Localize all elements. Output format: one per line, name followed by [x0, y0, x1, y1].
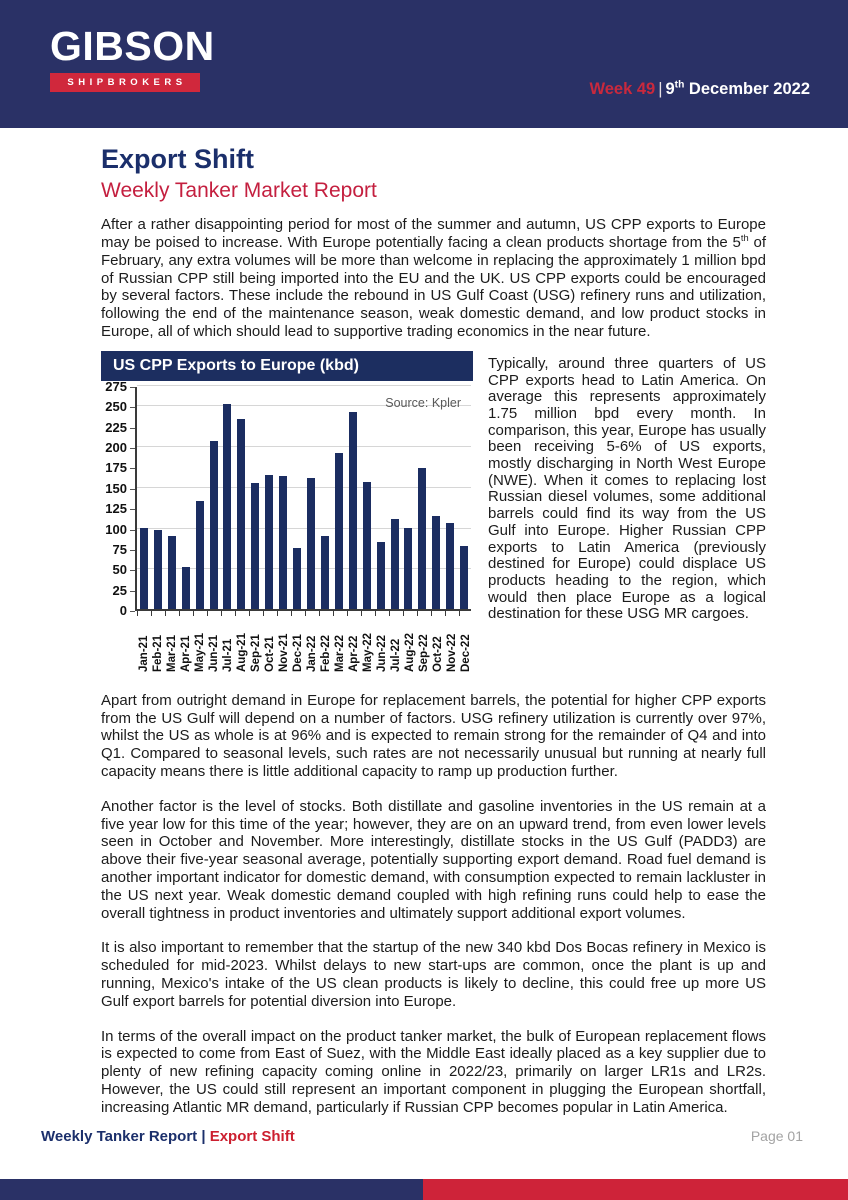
date-day: 9 — [665, 80, 675, 98]
data-bar — [265, 475, 273, 609]
x-axis-tick-label: May-22 — [362, 632, 374, 672]
x-axis-tick-label: Oct-21 — [264, 636, 276, 672]
data-bar — [182, 567, 190, 609]
bar-slot — [165, 387, 179, 609]
bar-slot — [262, 387, 276, 609]
y-axis-tick-mark — [130, 611, 135, 612]
x-axis-label-slot — [179, 616, 193, 672]
bottom-bar-red-segment — [423, 1179, 848, 1200]
bar-slot — [360, 387, 374, 609]
bar-slot — [318, 387, 332, 609]
data-bar — [293, 548, 301, 609]
data-bar — [168, 536, 176, 609]
x-axis-tick-label: Nov-22 — [446, 633, 458, 672]
bar-slot — [179, 387, 193, 609]
x-axis-label-slot — [137, 616, 151, 672]
x-axis-tick-label: Jul-22 — [390, 638, 402, 672]
date-rest: December 2022 — [684, 80, 810, 98]
bar-slot — [137, 387, 151, 609]
x-axis-tick-label: Jul-21 — [222, 638, 234, 672]
x-axis-label-slot — [249, 616, 263, 672]
gibson-logo — [50, 23, 215, 92]
y-axis-tick-label: 0 — [119, 602, 127, 618]
y-axis-tick-label: 125 — [105, 500, 127, 516]
chart-body — [101, 378, 473, 618]
x-axis-tick-label: Jan-21 — [138, 635, 150, 672]
x-axis-tick-label: Jun-21 — [208, 634, 220, 672]
paragraph-tanker-market-impact: In terms of the overall impact on the product tanker market, the bulk of European replacement flows is expected to come from East of Suez, with the Middle East ideally placed as a key supplier due to plenty of new refining capacity coming online in 2022/23, primarily on larger LR1s and LR2s. However, the US could still represent an important component in plugging the European shortfall, increasing Atlantic MR demand, particularly if Russian CPP becomes popular in Latin America. — [101, 1027, 766, 1116]
bottom-bar-navy-segment — [0, 1179, 423, 1200]
data-bar — [335, 453, 343, 609]
bar-slot — [234, 387, 248, 609]
chart-x-axis-labels — [137, 616, 473, 672]
x-axis-tick-label: Apr-21 — [180, 635, 192, 672]
x-axis-tick-label: Oct-22 — [432, 636, 444, 672]
chart-plot-area — [135, 387, 471, 611]
y-axis-tick-label: 25 — [112, 582, 127, 598]
data-bar — [460, 546, 468, 609]
x-axis-tick-label: Mar-21 — [166, 634, 178, 672]
page-title: Export Shift — [101, 144, 254, 174]
issue-date — [589, 80, 810, 99]
data-bar — [432, 516, 440, 609]
data-bar — [446, 523, 454, 609]
y-axis-tick-label: 225 — [105, 419, 127, 435]
bar-chart — [101, 351, 473, 672]
bar-slot — [429, 387, 443, 609]
chart-title: US CPP Exports to Europe (kbd) — [101, 351, 473, 381]
x-axis-label-slot — [151, 616, 165, 672]
y-axis-tick-label: 275 — [105, 378, 127, 394]
footer-report-title — [41, 1128, 295, 1145]
data-bar — [237, 419, 245, 609]
x-axis-label-slot — [263, 616, 277, 672]
date-separator: | — [658, 80, 663, 98]
x-axis-tick-label: Aug-22 — [404, 632, 416, 672]
bar-slot — [443, 387, 457, 609]
data-bar — [391, 519, 399, 609]
week-number: Week 49 — [589, 80, 656, 98]
data-bar — [418, 468, 426, 609]
data-bar — [210, 441, 218, 609]
logo-subtitle: SHIPBROKERS — [67, 77, 187, 88]
bar-slot — [388, 387, 402, 609]
paragraph-stocks: Another factor is the level of stocks. Both distillate and gasoline inventories in the US remain at a five year low for this time of the year; however, they are on an upward trend, from even lower levels seen in October and November. More interestingly, distillate stocks in the US Gulf (PADD3) are above their five-year seasonal average, potentially supporting export demand. Road fuel demand is another important indicator for domestic demand, with consumption expected to remain lackluster in the US next year. Weak domestic demand coupled with high refining runs could help to ease the overall tightness in product inventories and ultimately support additional export volumes. — [101, 797, 766, 922]
data-bar — [363, 482, 371, 609]
y-axis-tick-label: 150 — [105, 480, 127, 496]
chart-and-sidetext-row — [101, 351, 766, 672]
y-axis-tick-label: 50 — [112, 561, 127, 577]
data-bar — [196, 501, 204, 609]
data-bar — [223, 404, 231, 609]
y-axis-tick-label: 100 — [105, 521, 127, 537]
data-bar — [251, 483, 259, 609]
x-axis-label-slot — [389, 616, 403, 672]
x-axis-label-slot — [193, 616, 207, 672]
x-axis-tick-label: Sep-22 — [418, 634, 430, 672]
logo-subtitle-box — [50, 73, 200, 92]
y-axis-tick-label: 200 — [105, 439, 127, 455]
x-axis-tick-label: Aug-21 — [236, 632, 248, 672]
x-axis-label-slot — [417, 616, 431, 672]
x-axis-label-slot — [375, 616, 389, 672]
data-bar — [279, 476, 287, 609]
bar-slot — [374, 387, 388, 609]
bar-slot — [415, 387, 429, 609]
bar-slot — [193, 387, 207, 609]
x-axis-tick-label: Feb-22 — [320, 634, 332, 672]
paragraph-dos-bocas: It is also important to remember that the startup of the new 340 kbd Dos Bocas refinery in Mexico is scheduled for mid-2023. Whilst delays to new start-ups are common, once the plant is up and running, Mexico's intake of the US clean products is likely to decline, this could free up more US Gulf export barrels for potential diversion into Europe. — [101, 939, 766, 1010]
chart-y-axis — [101, 378, 135, 618]
page-subtitle: Weekly Tanker Market Report — [101, 179, 377, 203]
y-axis-tick-label: 75 — [112, 541, 127, 557]
x-axis-tick-label: Nov-21 — [278, 633, 290, 672]
footer — [0, 1128, 848, 1145]
paragraph-refinery-utilization: Apart from outright demand in Europe for replacement barrels, the potential for higher CPP exports from the US Gulf will depend on a number of factors. USG refinery utilization is currently over 97%, whilst the US as whole is at 96% and is expected to remain strong for the remainder of Q4 and into Q1. Compared to seasonal levels, such rates are not necessarily unusual but running at nearly full capacity means there is little additional capacity to ramp up production further. — [101, 691, 766, 780]
data-bar — [307, 478, 315, 609]
data-bar — [321, 536, 329, 609]
bar-slot — [304, 387, 318, 609]
bar-slot — [207, 387, 221, 609]
x-axis-label-slot — [361, 616, 375, 672]
bar-slot — [346, 387, 360, 609]
y-axis-tick-label: 175 — [105, 459, 127, 475]
x-axis-tick-label: Mar-22 — [334, 634, 346, 672]
ordinal-suffix: th — [740, 233, 749, 244]
bar-slot — [276, 387, 290, 609]
chart-bars — [137, 387, 471, 609]
y-axis-tick-label: 250 — [105, 398, 127, 414]
data-bar — [349, 412, 357, 609]
x-axis-label-slot — [319, 616, 333, 672]
x-axis-label-slot — [347, 616, 361, 672]
x-axis-label-slot — [333, 616, 347, 672]
bar-slot — [248, 387, 262, 609]
logo-wordmark: GIBSON — [50, 23, 215, 69]
x-axis-tick-label: Dec-22 — [460, 634, 472, 672]
x-axis-tick-label: Sep-21 — [250, 634, 262, 672]
x-axis-tick-label: May-21 — [194, 632, 206, 672]
bar-slot — [221, 387, 235, 609]
footer-report-name: Weekly Tanker Report | — [41, 1128, 210, 1145]
data-bar — [377, 542, 385, 609]
x-axis-label-slot — [305, 616, 319, 672]
page-number: Page 01 — [750, 1128, 803, 1144]
date-ordinal-suffix: th — [674, 79, 685, 91]
data-bar — [154, 530, 162, 609]
x-axis-label-slot — [291, 616, 305, 672]
x-axis-tick-label: Jun-22 — [376, 634, 388, 672]
data-bar — [404, 528, 412, 609]
x-axis-label-slot — [403, 616, 417, 672]
x-axis-tick-label: Jan-22 — [306, 635, 318, 672]
footer-article-name: Export Shift — [209, 1128, 295, 1145]
main-content — [0, 144, 848, 1117]
data-bar — [140, 528, 148, 609]
paragraph-chart-commentary: Typically, around three quarters of US CPP exports head to Latin America. On average this represents approximately 1.75 million bpd every month. In comparison, this year, Europe has usually been receiving 5-6% of US exports, mostly discharging in North West Europe (NWE). When it comes to replacing lost Russian diesel volumes, some additional barrels could find its way from the US Gulf into Europe. Higher Russian CPP exports to Latin America (previously destined for Europe) could displace US products heading to the region, which would then place Europe as a logical destination for these USG MR cargoes. — [488, 354, 766, 623]
paragraph-intro-part2: of February, any extra volumes will be more than welcome in replacing the approximately 1 million bpd of Russian CPP still being imported into the EU and the UK. US CPP exports could be encouraged by several factors. These include the rebound in US Gulf Coast (USG) refinery runs and utilization, following the end of the maintenance season, weak domestic demand, and low product stocks in Europe, all of which should lead to supportive trading economics in the near future. — [101, 234, 766, 341]
x-axis-label-slot — [277, 616, 291, 672]
x-axis-label-slot — [221, 616, 235, 672]
x-axis-label-slot — [459, 616, 473, 672]
x-axis-label-slot — [431, 616, 445, 672]
bar-slot — [151, 387, 165, 609]
x-axis-label-slot — [165, 616, 179, 672]
paragraph-intro — [101, 216, 766, 341]
bar-slot — [332, 387, 346, 609]
x-axis-tick-label: Feb-21 — [152, 634, 164, 672]
bar-slot — [457, 387, 471, 609]
x-axis-tick-label: Apr-22 — [348, 635, 360, 672]
x-axis-label-slot — [207, 616, 221, 672]
x-axis-label-slot — [445, 616, 459, 672]
bar-slot — [402, 387, 416, 609]
chart-gridline — [137, 385, 471, 386]
x-axis-tick-label: Dec-21 — [292, 634, 304, 672]
bottom-color-bar — [0, 1179, 848, 1200]
paragraph-intro-part1: After a rather disappointing period for most of the summer and autumn, US CPP exports to Europe may be poised to increase. With Europe potentially facing a clean products shortage from the 5 — [101, 216, 766, 252]
chart-source-label: Source: Kpler — [385, 395, 461, 410]
header-band — [0, 0, 848, 128]
bar-slot — [290, 387, 304, 609]
x-axis-label-slot — [235, 616, 249, 672]
